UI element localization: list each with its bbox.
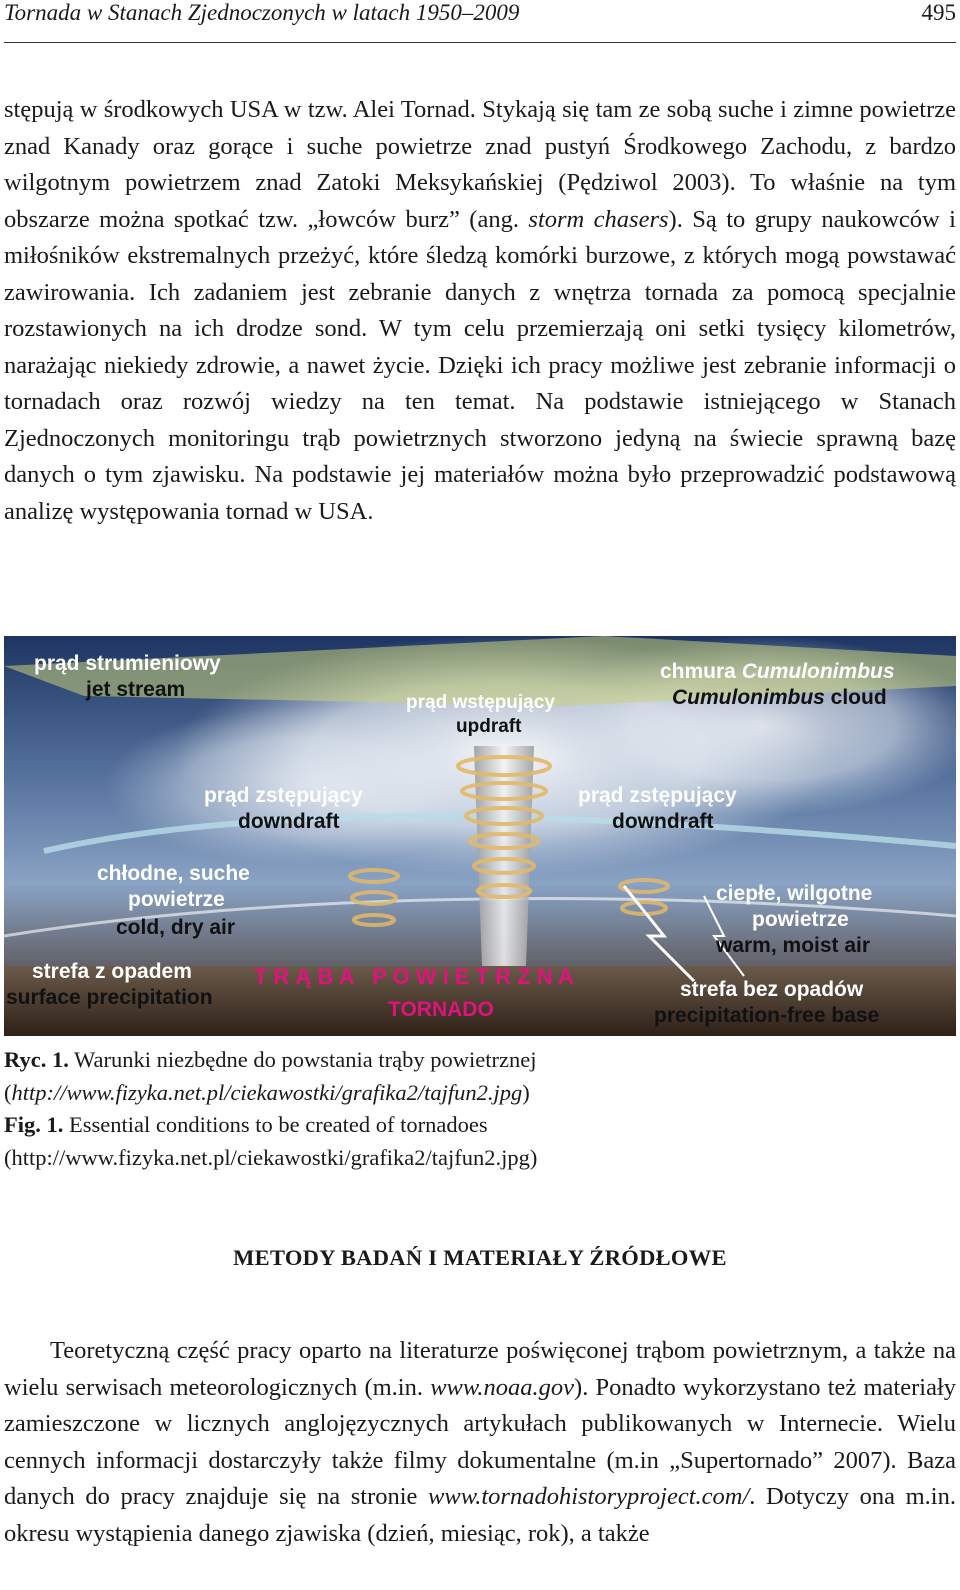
label-no-precip-en: precipitation-free base — [654, 1004, 880, 1027]
label-warm-air-en: warm, moist air — [716, 934, 871, 957]
label-cloud-pl-italic: Cumulonimbus — [741, 660, 895, 683]
running-header — [4, 0, 956, 43]
label-cloud-en — [672, 686, 887, 709]
label-downdraft-left-pl: prąd zstępujący — [204, 784, 363, 807]
label-cloud-en-italic: Cumulonimbus — [672, 686, 825, 709]
running-title: Tornada w Stanach Zjednoczonych w latach 1950–2009 — [4, 0, 520, 25]
paragraph1-text-b: ). Są to grupy naukowców i miłośników ekstremalnych przeżyć, które śledzą komórki burzowe, z których mogą powstawać zawirowania. Ich zadaniem jest zebranie danych z wnętrza tornada za pomocą specjalnie rozstawionych na ich drodze sond. W tym celu przemierzają oni setki tysięcy kilometrów, narażając niekiedy zdrowie, a nawet życie. Dzięki ich pracy możliwe jest zebranie informacji o tornadach oraz rozwój wiedzy na ten temat. Na podstawie istniejącego w Stanach Zjednoczonych monitoringu trąb powietrznych stworzono jedyną na świecie sprawną bazę danych o tym zjawisku. Na podstawie jej materiałów można było przeprowadzić podstawową analizę występowania tornad w USA. — [4, 205, 956, 525]
tornado-diagram — [4, 636, 956, 1036]
label-precip-en: surface precipitation — [6, 986, 213, 1009]
label-cloud-pl — [660, 660, 895, 683]
paragraph2-italic-url-1: www.noaa.gov — [430, 1373, 575, 1401]
paragraph1-italic-term: storm chasers — [528, 205, 669, 233]
label-cloud-pl-prefix: chmura — [660, 660, 742, 683]
label-precip-pl: strefa z opadem — [32, 960, 192, 983]
caption-source-pl — [4, 1077, 944, 1110]
paragraph2-text-b: ). Ponadto wykorzystano też materiały zamieszczone w licznych anglojęzycznych artykułach publikowanych w Internecie. Wielu cennych informacji dostarczyły także filmy dokumentalne (m.in „Supertornado” 2007). Baza danych do pracy znajduje się na stronie — [4, 1373, 956, 1510]
label-tornado-en: TORNADO — [388, 998, 494, 1021]
body-paragraph-1 — [4, 92, 956, 530]
label-downdraft-right-pl: prąd zstępujący — [578, 784, 737, 807]
caption-source-open: ( — [4, 1079, 12, 1105]
label-warm-air-pl-2: powietrze — [752, 908, 849, 931]
label-updraft-en: updraft — [456, 716, 522, 737]
page-number: 495 — [921, 0, 956, 25]
tornado-diagram-figure — [4, 636, 956, 1036]
label-updraft-pl: prąd wstępujący — [406, 692, 555, 713]
caption-source-url-pl: http://www.fizyka.net.pl/ciekawostki/grafika2/tajfun2.jpg — [11, 1079, 523, 1105]
label-cold-air-pl-1: chłodne, suche — [97, 862, 250, 885]
caption-text-pl: Warunki niezbędne do powstania trąby powietrznej — [68, 1047, 537, 1072]
caption-line-en — [4, 1109, 944, 1142]
label-downdraft-right-en: downdraft — [612, 810, 714, 833]
label-jet-stream-pl: prąd strumieniowy — [34, 652, 221, 675]
paragraph2-italic-url-2: www.tornadohistoryproject.com/ — [428, 1483, 750, 1510]
paragraph2-text-c: . Dotyczy ona m.in. okresu wystąpienia danego zjawiska (dzień, miesiąc, rok), a także — [4, 1483, 956, 1547]
paragraph2-text-a: Teoretyczną część pracy oparto na literaturze poświęconej trąbom powietrznym, a także na wielu serwisach meteorologicznych (m.in. — [4, 1337, 956, 1401]
figure-caption — [4, 1044, 944, 1174]
label-tornado-pl: T R Ą B A P O W I E T R Z N A — [254, 964, 574, 989]
body-paragraph-2 — [4, 1333, 956, 1552]
label-cold-air-en: cold, dry air — [116, 916, 236, 939]
section-heading: METODY BADAŃ I MATERIAŁY ŹRÓDŁOWE — [233, 1245, 727, 1270]
label-cold-air-pl-2: powietrze — [128, 888, 225, 911]
caption-source-close: ) — [522, 1079, 530, 1105]
caption-source-en: (http://www.fizyka.net.pl/ciekawostki/grafika2/tajfun2.jpg) — [4, 1144, 538, 1170]
label-downdraft-left-en: downdraft — [238, 810, 340, 833]
label-no-precip-pl: strefa bez opadów — [680, 978, 864, 1001]
caption-label-pl: Ryc. 1. — [4, 1047, 69, 1072]
label-cloud-en-suffix: cloud — [824, 686, 887, 709]
caption-line-pl — [4, 1044, 944, 1077]
paragraph1-text-a: stępują w środkowych USA w tzw. Alei Tornad. Stykają się tam ze sobą suche i zimne powietrze znad Kanady oraz gorące i suche powietrze znad pustyń Środkowego Zachodu, z bardzo wilgotnym powietrzem znad Zatoki Meksykańskiej (Pędziwol 2003). To właśnie na tym obszarze można spotkać tzw. „łowców burz” (ang. — [4, 96, 956, 233]
tornado-funnel — [474, 746, 534, 966]
label-jet-stream-en: jet stream — [86, 678, 186, 701]
label-warm-air-pl-1: ciepłe, wilgotne — [716, 882, 873, 905]
caption-label-en: Fig. 1. — [4, 1112, 64, 1137]
caption-text-en: Essential conditions to be created of tornadoes — [63, 1112, 488, 1137]
